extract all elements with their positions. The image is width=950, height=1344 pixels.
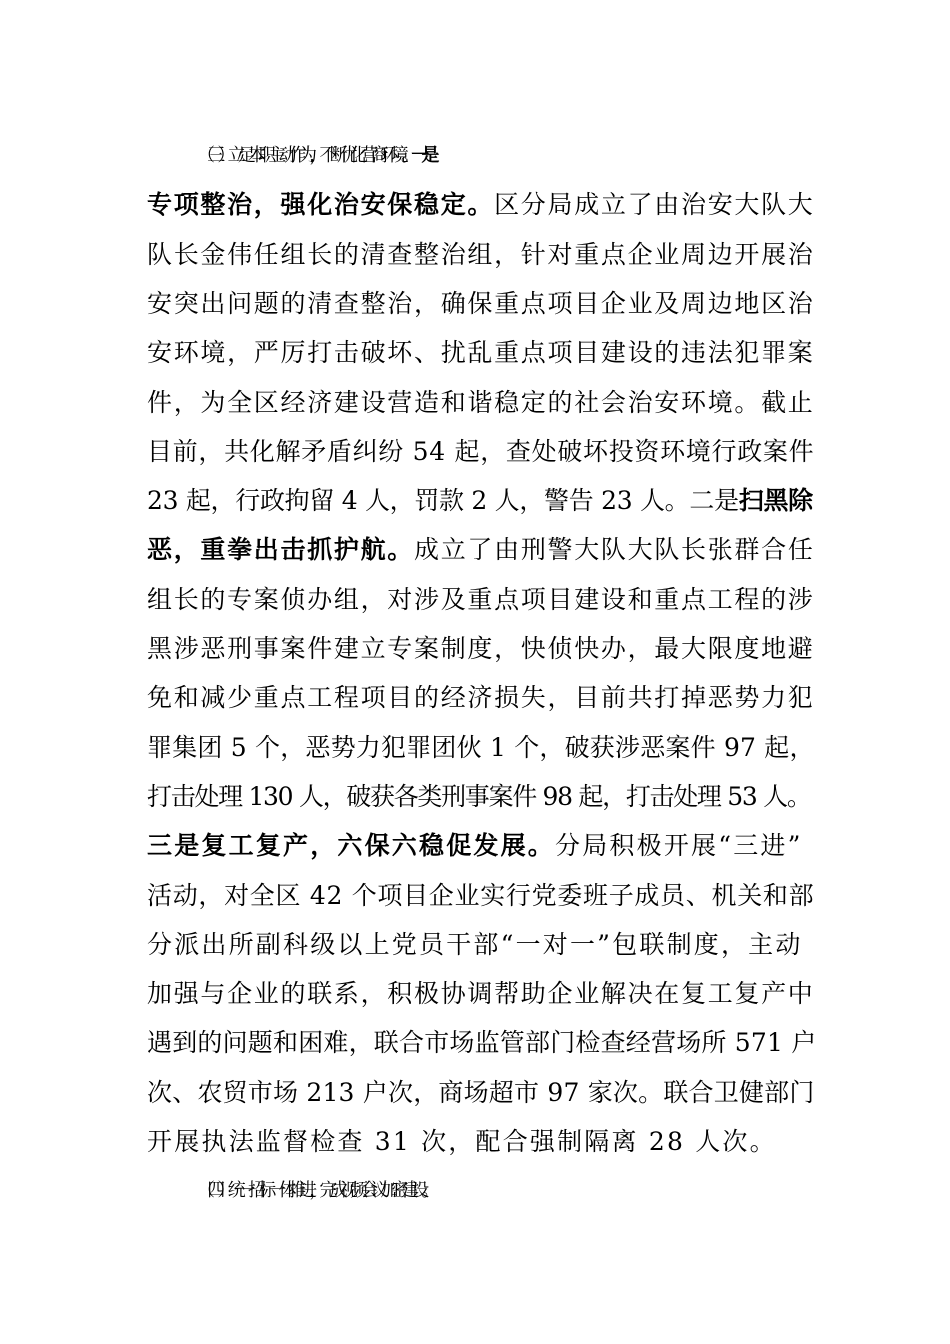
text-line [147, 535, 817, 585]
text-run: 安突出问题的清查整治，确保重点项目企业及周边地区治 [147, 288, 815, 318]
bold-text-run: 扫黑除 [738, 486, 813, 516]
text-line [147, 240, 817, 290]
text-run: 打击处理 130 人，破获各类刑事案件 98 起，打击处理 53 人。 [147, 781, 811, 811]
text-run: 23 起，行政拘留 4 人，罚款 2 人，警告 23 人。二是 [147, 486, 739, 516]
bold-text-run: 恶，重拳出击抓护航。 [147, 535, 415, 565]
text-run: 活动，对全区 42 个项目企业实行党委班子成员、机关和部 [147, 880, 815, 910]
text-line [147, 683, 817, 733]
text-run: 次、农贸市场 213 户次，商场超市 97 家次。联合卫健部门 [147, 1077, 815, 1107]
text-line [147, 881, 817, 931]
text-run: 区分局成立了由治安大队大 [494, 190, 815, 220]
text-line [147, 782, 817, 832]
text-run: 遇到的问题和困难，联合市场监管部门检查经营场所 571 户 [147, 1028, 817, 1058]
text-line [147, 437, 817, 487]
text-run: 加强与企业的联系，积极协调帮助企业解决在复工复产中 [147, 979, 815, 1009]
text-line [147, 831, 817, 881]
text-line [147, 634, 817, 684]
text-run: 黑涉恶刑事案件建立专案制度，快侦快办，最大限度地避 [147, 634, 815, 663]
text-line [197, 1176, 867, 1226]
text-line [147, 190, 817, 240]
text-run: 成立了由刑警大队大队长张群合任 [414, 535, 815, 565]
text-line [147, 1078, 817, 1128]
text-line [147, 1127, 817, 1177]
bold-text-run: 三是复工复产，六保六稳促发展。 [147, 831, 556, 861]
bold-text-run: 专项整治，强化治安保稳定。 [147, 190, 495, 220]
text-run: 组长的专案侦办组，对涉及重点项目建设和重点工程的涉 [147, 584, 815, 614]
text-run: 开展执法监督检查 31 次，配合强制隔离 28 人次。 [147, 1127, 777, 1156]
text-line [147, 338, 817, 388]
text-line [147, 585, 817, 635]
text-line [147, 979, 817, 1029]
text-run: 分局积极开展“三进” [555, 831, 803, 861]
text-run: 分派出所副科级以上党员干部“一对一”包联制度，主动 [147, 929, 803, 959]
text-run: 队长金伟任组长的清查整治组，针对重点企业周边开展治 [147, 239, 815, 269]
text-run: 免和减少重点工程项目的经济损失，目前共打掉恶势力犯 [147, 683, 815, 713]
text-line [147, 733, 817, 783]
text-run: 目前，共化解矛盾纠纷 54 起，查处破坏投资环境行政案件 [147, 436, 815, 466]
text-run: 安环境，严厉打击破坏、扰乱重点项目建设的违法犯罪案 [147, 338, 815, 368]
text-line [147, 930, 817, 980]
text-run: （四）统一招标一体推进，完成视频会议加密建设。 [197, 1180, 432, 1202]
text-line [147, 388, 817, 438]
text-line [147, 486, 817, 536]
bold-text-run: 一是 [411, 145, 432, 166]
text-line [197, 141, 867, 191]
text-run: （三）立足本职主动作为，不断优化营商环境。 [197, 145, 412, 166]
text-run: 罪集团 5 个，恶势力犯罪团伙 1 个，破获涉恶案件 97 起， [147, 732, 815, 762]
text-line [147, 289, 817, 339]
text-run: 件，为全区经济建设营造和谐稳定的社会治安环境。截止 [147, 387, 815, 417]
text-line [147, 1028, 817, 1078]
